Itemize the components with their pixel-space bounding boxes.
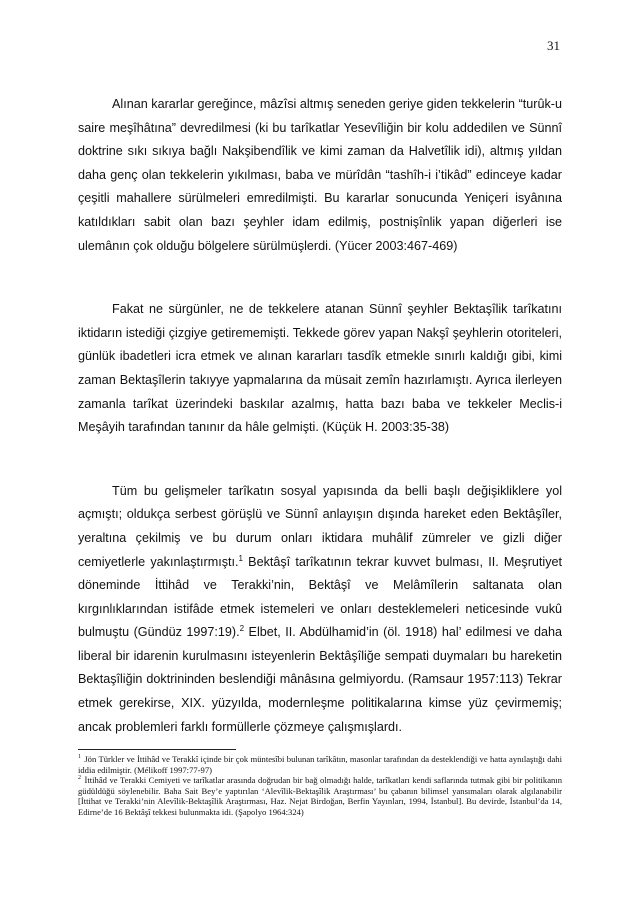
paragraph-2: Fakat ne sürgünler, ne de tekkelere atanan Sünnî şeyhler Bektaşîlik tarîkatını iktidarın istediği çizgiye getirememişti. Tekkede görev yapan Nakşî şeyhlerin otoriteleri, günlük ibadetleri icra etmek ve alınan kararları tasdîk etmekle sınırlı kaldığı gibi, kimi zaman Bektaşîlerin takıyye yapmalarına da müsait zemîn hazırlamıştı. Ayrıca ilerleyen zamanla tarîkat üzerindeki baskılar azalmış, hatta bazı baba ve tekkeler Meclis-i Meşâyih tarafından tanınır da hâle gelmişti. (Küçük H. 2003:35-38) bbox=[78, 302, 562, 435]
footnote-1 bbox=[78, 754, 562, 775]
paragraph-gap bbox=[78, 440, 562, 480]
footnote-2-text: İttihâd ve Terakki Cemiyeti ve tarîkatlar arasında doğrudan bir bağ olmadığı halde, tarîkatları kendi saflarında tutmak gibi bir politikanın güdüldüğü söylenebilir. Baha Sait Bey’e yaptırılan ‘Alevîlik-Bektaşîlik Araştırması’ bu çabanın bilimsel yansımaları olarak algılanabilir [İttihat ve Terakki’nin Alevîlik-Bektaşîlik Araştırması, Haz. Nejat Birdoğan, Berfin Yayınları, 1994, İstanbul]. Bu devirde, İstanbul’da 14, Edirne’de 16 Bektâşî tekkesi bulunmakta idi. (Şapolyo 1964:324) bbox=[78, 775, 562, 817]
footnote-ref-2[interactable]: 2 bbox=[239, 624, 245, 634]
paragraph-gap bbox=[78, 258, 562, 298]
footnote-1-text: Jön Türkler ve İttihâd ve Terakkî içinde bir çok müntesîbi bulunan tarîkâtın, masonlar tarafından da desteklendiği ve hatta aynılaştığı dahi iddia edilmiştir. (Mélikoff 1997:77-97) bbox=[78, 754, 562, 775]
paragraph-3-part-a: Tüm bu gelişmeler tarîkatın sosyal yapısında da belli başlı değişikliklere yol açmıştı; oldukça serbest görüşlü ve Sünnî anlayışın dışında hareket eden Bektâşîler, yeraltına çekilmiş ve bu durum onları iktidara muhâlif zümreler ve gizli diğer cemiyetlerle yakınlaştırmıştı. bbox=[78, 483, 562, 569]
footnote-ref-1[interactable]: 1 bbox=[238, 553, 243, 563]
body-text bbox=[78, 93, 562, 739]
paragraph-3 bbox=[78, 480, 562, 740]
footnote-mark-2: 2 bbox=[78, 775, 81, 782]
footnotes bbox=[78, 754, 562, 818]
footnote-2 bbox=[78, 775, 562, 817]
footnote-divider bbox=[78, 749, 236, 750]
paragraph-1: Alınan kararlar gereğince, mâzîsi altmış seneden geriye giden tekkelerin “turûk-u saire meşîhâtına” devredilmesi (ki bu tarîkatlar Yesevîliğin bir kolu addedilen ve Sünnî doktrine sıkı sıkıya bağlı Nakşibendîlik ve kimi zaman da Halvetîlik idi), altmış yıldan daha genç olan tekkelerin yıkılması, baba ve mürîdân “tashîh-i i’tikâd” edinceye kadar çeşitli mahallere sürülmeleri emredilmişti. Bu kararlar sonucunda Yeniçeri isyânına katıldıkları sabit olan bazı şeyhler idam edilmiş, postnişînlik yapan diğerleri ise ulemânın çok olduğu bölgelere sürülmüşlerdi. (Yücer 2003:467-469) bbox=[78, 97, 562, 253]
page-number: 31 bbox=[547, 38, 560, 53]
paragraph-3-part-c: Elbet, II. Abdülhamid’in (öl. 1918) hal’ edilmesi ve daha liberal bir idarenin kurulmasını isteyenlerin Bektâşîliğe sempati duymaları bu hareketin Bektaşîliğin doktrininden beslendiği mânâsına gelmiyordu. (Ramsaur 1957:113) Tekrar etmek gerekirse, XIX. yüzyılda, modernleşme politikalarına kimse yüz çevirmemiş; ancak problemleri farklı formüllerle çözmeye çalışmışlardı. bbox=[78, 625, 562, 734]
paragraph-3-part-b: Bektâşî tarîkatının tekrar kuvvet bulması, II. Meşrutiyet döneminde İttihâd ve Terakki’nin, Bektâşî ve Melâmîlerin saltanata olan kırgınlıklarından istifâde etmek istemeleri ve onları desteklemeleri neticesinde vukû bulmuştu (Gündüz 1997:19). bbox=[78, 554, 562, 640]
footnote-mark-1: 1 bbox=[78, 754, 81, 761]
